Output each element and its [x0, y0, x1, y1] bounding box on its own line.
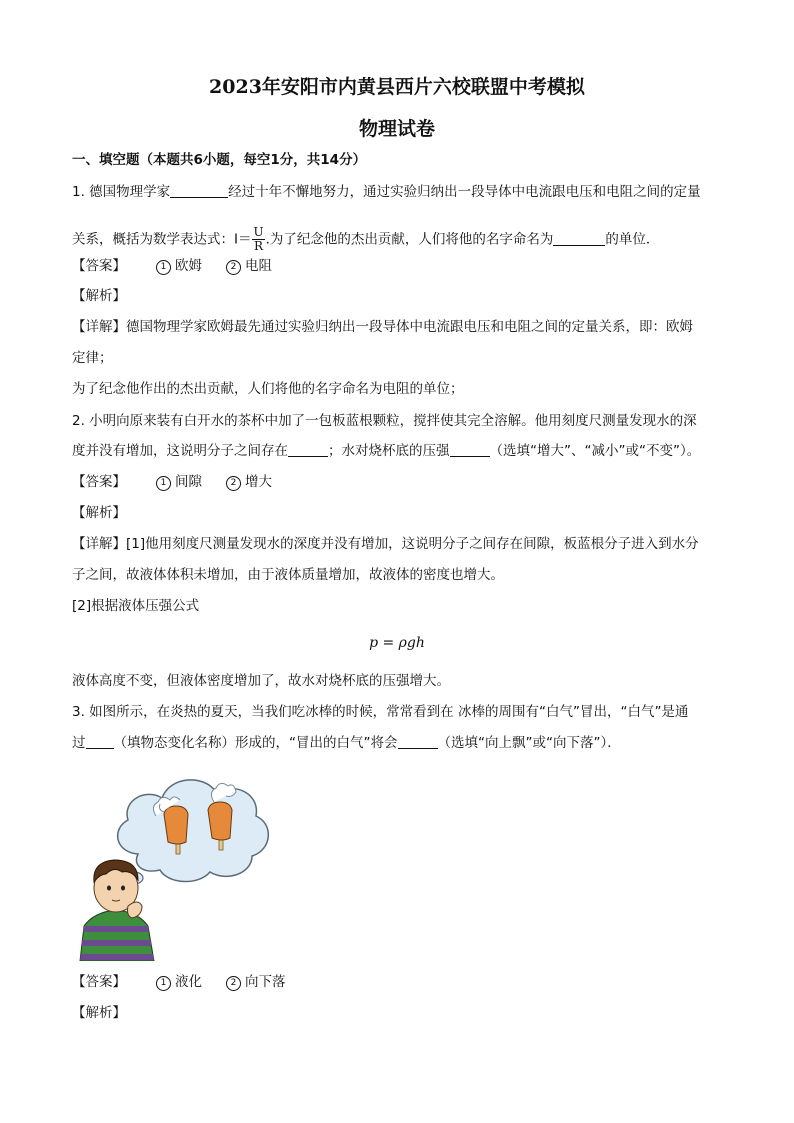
- fraction-numerator: U: [253, 225, 264, 239]
- q1-text: 经过十年不懈地努力，通过实验归纳出一段导体中电流跟电压和电阻之间的定量: [228, 184, 701, 200]
- boy-popsicle-illustration: [76, 766, 276, 961]
- q2-blank-1: [288, 442, 328, 457]
- q2-text: 度并没有增加，这说明分子之间存在: [72, 443, 288, 459]
- detail-text: [1]他用刻度尺测量发现水的深度并没有增加，这说明分子之间存在间隙，板蓝根分子进入到水分: [126, 536, 699, 552]
- q2-line-1: 2. 小明向原来装有白开水的茶杯中加了一包板蓝根颗粒，搅拌使其完全溶解。他用刻度尺测量发现水的深: [72, 413, 697, 429]
- q1-answer: [72, 257, 272, 275]
- circled-number: 2: [226, 476, 241, 491]
- q2-analysis-label: 【解析】: [72, 505, 126, 521]
- q3-text: （选填“向上飘”或“向下落”）．: [437, 735, 621, 751]
- q2-detail-3: [2]根据液体压强公式: [72, 598, 200, 614]
- q2-detail-4: 液体高度不变，但液体密度增加了，故水对烧杯底的压强增大。: [72, 673, 450, 689]
- q3-answer: [72, 973, 286, 991]
- q3-blank-1: [86, 734, 114, 749]
- q1-line-2: [72, 226, 659, 253]
- q1-text: 1. 德国物理学家: [72, 184, 171, 200]
- q3-text: （填物态变化名称）形成的，“冒出的白气”将会: [113, 735, 398, 751]
- q1-detail-1: [72, 318, 693, 336]
- section-heading: 一、填空题（本题共6小题，每空1分，共14分）: [72, 152, 367, 168]
- circled-number: 2: [226, 976, 241, 991]
- detail-text: 德国物理学家欧姆最先通过实验归纳出一段导体中电流跟电压和电阻之间的定量关系，即：欧姆: [126, 319, 693, 335]
- q1-text: .为了纪念他的杰出贡献，人们将他的名字命名为: [265, 231, 554, 248]
- q1-blank-1: [170, 183, 228, 198]
- q2-line-2: [72, 442, 700, 460]
- answer-value: 间隙: [175, 474, 202, 490]
- document-title: 2023年安阳市内黄县西片六校联盟中考模拟: [209, 76, 585, 98]
- q3-text: 过: [72, 735, 86, 751]
- answer-value: 增大: [245, 474, 272, 490]
- detail-label: 【详解】: [72, 319, 126, 335]
- circled-number: 1: [156, 476, 171, 491]
- q1-analysis-label: 【解析】: [72, 288, 126, 304]
- circled-number: 2: [226, 260, 241, 275]
- q1-text: 的单位．: [605, 231, 660, 248]
- q2-answer: [72, 473, 272, 491]
- q2-blank-2: [450, 442, 490, 457]
- q3-analysis-label: 【解析】: [72, 1005, 126, 1021]
- answer-value: 欧姆: [175, 258, 202, 274]
- fraction-denominator: R: [254, 239, 264, 253]
- circled-number: 1: [156, 260, 171, 275]
- q1-blank-2: [553, 231, 605, 246]
- q1-detail-3: 为了纪念他作出的杰出贡献，人们将他的名字命名为电阻的单位；: [72, 381, 464, 397]
- circled-number: 1: [156, 976, 171, 991]
- q2-text: （选填“增大”、“减小”或“不变”）。: [489, 443, 701, 459]
- q3-line-2: [72, 734, 621, 752]
- detail-label: 【详解】: [72, 536, 126, 552]
- q1-text: 关系，概括为数学表达式：I＝: [72, 231, 252, 248]
- answer-value: 电阻: [245, 258, 272, 274]
- answer-label: 【答案】: [72, 258, 126, 274]
- boy-icon: [80, 860, 154, 961]
- q1-line-1: [72, 183, 701, 201]
- q3-line-1: 3. 如图所示，在炎热的夏天，当我们吃冰棒的时候，常常看到在 冰棒的周围有“白气”冒出，“白气”是通: [72, 704, 689, 720]
- answer-label: 【答案】: [72, 474, 126, 490]
- q1-formula-fraction: [252, 226, 264, 253]
- answer-label: 【答案】: [72, 974, 126, 990]
- q2-text: ；水对烧杯底的压强: [328, 443, 450, 459]
- q2-detail-1: [72, 535, 699, 553]
- document-subtitle: 物理试卷: [358, 118, 435, 140]
- answer-value: 液化: [175, 974, 202, 990]
- q3-blank-2: [398, 734, 438, 749]
- q1-detail-2: 定律；: [72, 350, 113, 366]
- q2-detail-2: 子之间，故液体体积未增加，由于液体质量增加，故液体的密度也增大。: [72, 567, 504, 583]
- pressure-formula: p = ρgh: [369, 635, 425, 651]
- answer-value: 向下落: [245, 974, 286, 990]
